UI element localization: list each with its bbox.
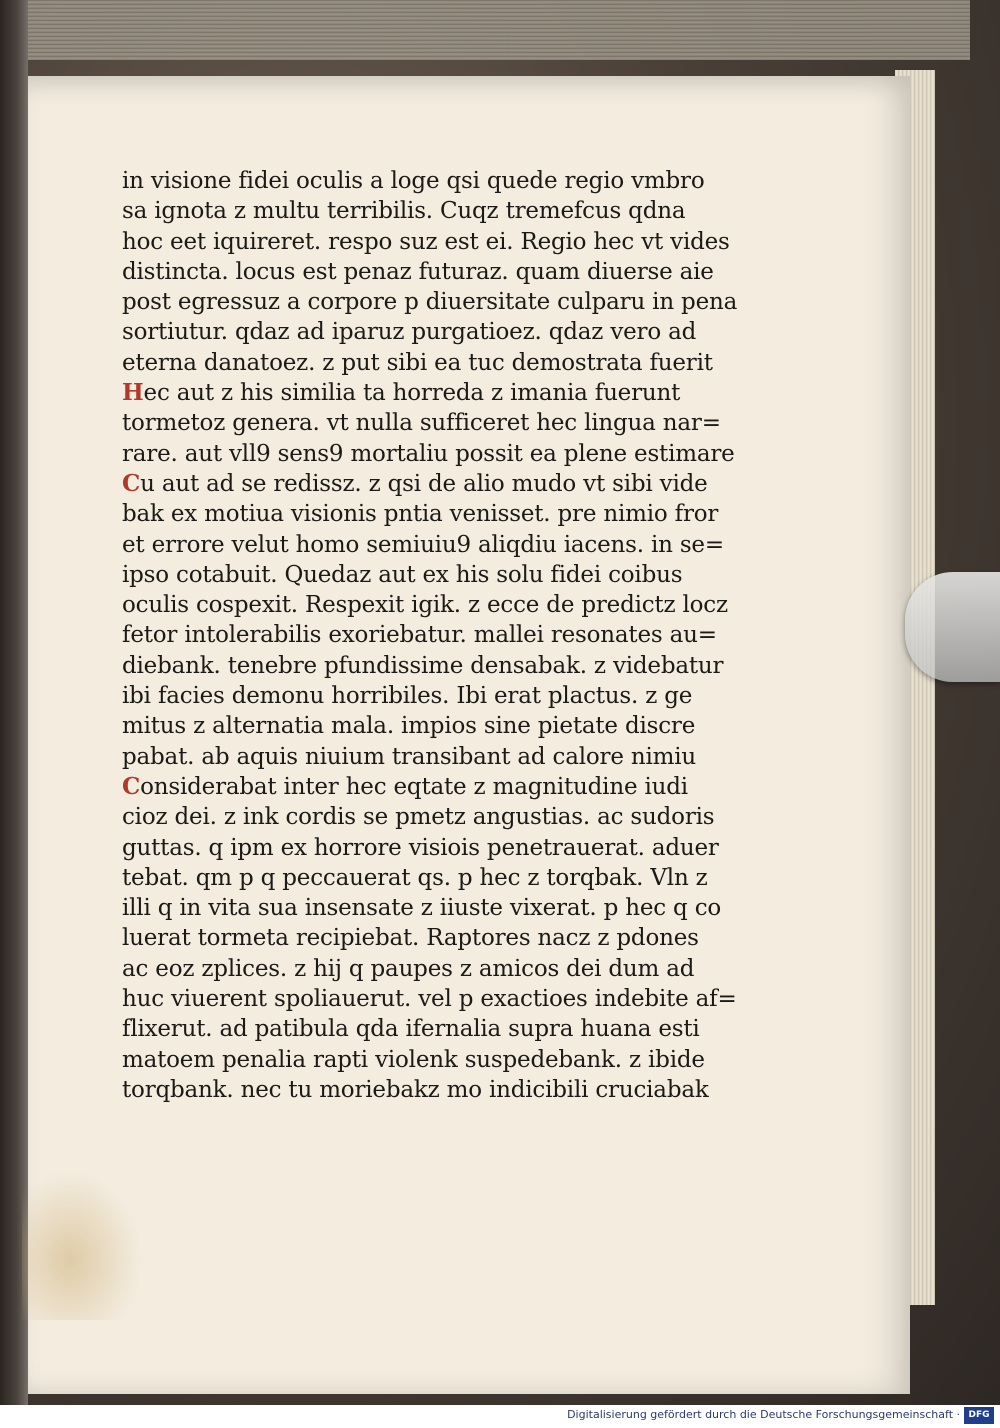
line-text: sa ignota z multu terribilis. Cuqz tremefcus qdna: [122, 198, 686, 225]
text-line: [122, 227, 747, 257]
line-text: matoem penalia rapti violenk suspedebank. z ibide: [122, 1046, 705, 1073]
text-line: [122, 772, 747, 802]
text-line: [122, 863, 747, 893]
line-text: post egressuz a corpore p diuersitate culparu in pena: [122, 289, 738, 316]
text-line: [122, 681, 747, 711]
text-line: [122, 802, 747, 832]
text-line: [122, 287, 747, 317]
line-text: fetor intolerabilis exoriebatur. mallei resonates au=: [122, 622, 717, 649]
footer-credit: Digitalisierung gefördert durch die Deutsche Forschungsgemeinschaft ·: [567, 1408, 960, 1421]
incunable-text-block: [122, 166, 747, 1105]
line-text: onsiderabat inter hec eqtate z magnitudine iudi: [140, 773, 688, 800]
line-text: bak ex motiua visionis pntia venisset. pre nimio fror: [122, 501, 719, 528]
line-text: ipso cotabuit. Quedaz aut ex his solu fidei coibus: [122, 561, 683, 588]
rubricated-initial: C: [122, 772, 141, 800]
text-line: [122, 469, 747, 499]
text-line: [122, 620, 747, 650]
text-line: [122, 196, 747, 226]
line-text: huc viuerent spoliauerut. vel p exactioes indebite af=: [122, 986, 737, 1013]
rubricated-initial: H: [122, 379, 144, 407]
text-line: [122, 257, 747, 287]
text-line: [122, 1014, 747, 1044]
line-text: eterna danatoez. z put sibi ea tuc demostrata fuerit: [122, 349, 713, 376]
text-line: [122, 954, 747, 984]
text-line: [122, 378, 747, 408]
line-text: hoc eet iquireret. respo suz est ei. Regio hec vt vides: [122, 228, 730, 255]
text-line: [122, 590, 747, 620]
text-line: [122, 923, 747, 953]
text-line: [122, 348, 747, 378]
line-text: ibi facies demonu horribiles. Ibi erat plactus. z ge: [122, 683, 693, 710]
line-text: luerat tormeta recipiebat. Raptores nacz z pdones: [122, 925, 699, 952]
text-line: [122, 833, 747, 863]
line-text: illi q in vita sua insensate z iiuste vixerat. p hec q co: [122, 895, 722, 922]
text-line: [122, 893, 747, 923]
line-text: cioz dei. z ink cordis se pmetz angustias. ac sudoris: [122, 804, 715, 831]
text-line: [122, 651, 747, 681]
line-text: mitus z alternatia mala. impios sine pietate discre: [122, 713, 696, 740]
line-text: ec aut z his similia ta horreda z imania fuerunt: [143, 380, 681, 407]
text-line: [122, 742, 747, 772]
line-text: diebank. tenebre pfundissime densabak. z videbatur: [122, 652, 724, 679]
line-text: distincta. locus est penaz futuraz. quam diuerse aie: [122, 258, 714, 285]
line-text: flixerut. ad patibula qda ifernalia supra huana esti: [122, 1016, 700, 1043]
line-text: pabat. ab aquis niuium transibant ad calore nimiu: [122, 743, 697, 770]
page-stain: [22, 1170, 142, 1320]
rubricated-initial: C: [122, 469, 141, 497]
line-text: guttas. q ipm ex horrore visiois penetrauerat. aduer: [122, 834, 719, 861]
line-text: rare. aut vll9 sens9 mortaliu possit ea plene estimare: [122, 440, 735, 467]
text-line: [122, 1045, 747, 1075]
text-line: [122, 530, 747, 560]
line-text: et errore velut homo semiuiu9 aliqdiu iacens. in se=: [122, 531, 724, 558]
line-text: oculis cospexit. Respexit igik. z ecce de predictz locz: [122, 592, 728, 619]
text-line: [122, 408, 747, 438]
text-line: [122, 166, 747, 196]
text-line: [122, 1075, 747, 1105]
text-line: [122, 439, 747, 469]
text-line: [122, 984, 747, 1014]
text-line: [122, 317, 747, 347]
line-text: in visione fidei oculis a loge qsi quede regio vmbro: [122, 168, 705, 194]
line-text: tebat. qm p q peccauerat qs. p hec z torqbak. Vln z: [122, 864, 708, 891]
book-top-edge: [20, 0, 970, 60]
line-text: torqbank. nec tu moriebakz mo indicibili cruciabak: [122, 1076, 709, 1103]
text-line: [122, 711, 747, 741]
line-text: sortiutur. qdaz ad iparuz purgatioez. qdaz vero ad: [122, 319, 697, 346]
page-clip: [905, 572, 1000, 682]
line-text: tormetoz genera. vt nulla sufficeret hec lingua nar=: [122, 410, 721, 437]
line-text: ac eoz zplices. z hij q paupes z amicos dei dum ad: [122, 955, 695, 982]
dfg-logo: DFG: [964, 1407, 994, 1424]
text-line: [122, 560, 747, 590]
line-text: u aut ad se redissz. z qsi de alio mudo vt sibi vide: [140, 470, 708, 497]
text-line: [122, 499, 747, 529]
